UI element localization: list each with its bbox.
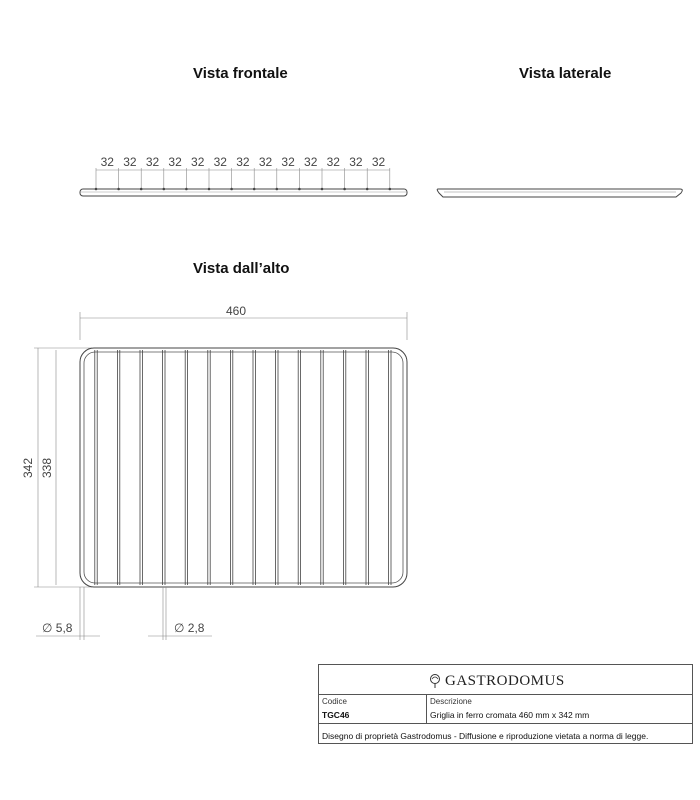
front-spacing-label: 32 xyxy=(326,155,340,169)
front-spacing-label: 32 xyxy=(123,155,137,169)
front-view xyxy=(80,155,407,196)
outer-depth-dim-text: 342 xyxy=(21,457,35,479)
front-spacing-label: 32 xyxy=(304,155,318,169)
front-spacing-label: 32 xyxy=(236,155,250,169)
front-view-frame xyxy=(80,189,407,196)
grid-inner-frame xyxy=(84,352,403,583)
brand-name: GASTRODOMUS xyxy=(445,672,565,689)
side-view-outline xyxy=(437,189,682,197)
logo-icon xyxy=(429,673,443,689)
title-block-header xyxy=(319,665,692,695)
front-spacing-label: 32 xyxy=(371,155,386,169)
front-spacing-label: 32 xyxy=(349,155,363,169)
front-spacing-label: 32 xyxy=(145,155,160,169)
wire-diameter-text: ∅ 2,8 xyxy=(174,621,205,635)
brand-logo xyxy=(429,670,565,692)
title-block-footer: Disegno di proprietà Gastrodomus - Diffusione e riproduzione vietata a norma di legge. xyxy=(322,731,649,741)
title-block xyxy=(318,664,693,744)
code-cell xyxy=(319,695,427,723)
front-spacing-label: 32 xyxy=(213,155,227,169)
side-view xyxy=(437,189,682,197)
front-spacing-label: 32 xyxy=(258,155,273,169)
width-dim-text: 460 xyxy=(225,304,247,318)
grid-wires xyxy=(95,350,391,585)
grid-outer-frame xyxy=(80,348,407,587)
top-view-title: Vista dall’alto xyxy=(193,260,290,277)
front-spacing-label: 32 xyxy=(191,155,205,169)
top-view xyxy=(21,304,407,640)
title-block-info-row xyxy=(319,695,692,724)
inner-depth-dim-text: 338 xyxy=(40,457,54,479)
description-label: Descrizione xyxy=(430,697,472,706)
code-value: TGC46 xyxy=(322,710,350,720)
code-label: Codice xyxy=(322,697,347,706)
frame-diameter-text: ∅ 5,8 xyxy=(42,621,73,635)
front-spacing-dimensions xyxy=(95,155,391,190)
front-spacing-label: 32 xyxy=(100,155,114,169)
front-spacing-label: 32 xyxy=(281,155,295,169)
front-view-title: Vista frontale xyxy=(193,65,288,82)
front-spacing-label: 32 xyxy=(168,155,182,169)
side-view-title: Vista laterale xyxy=(519,65,612,82)
description-value: Griglia in ferro cromata 460 mm x 342 mm xyxy=(430,710,590,720)
